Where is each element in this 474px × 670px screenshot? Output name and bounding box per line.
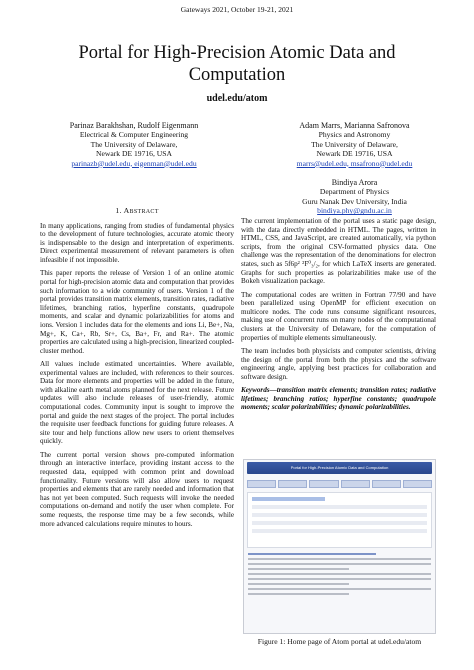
author-names: Parinaz Barakhshan, Rudolf Eigenmann (69, 121, 199, 130)
figure-caption: Figure 1: Home page of Atom portal at udel.edu/atom (257, 637, 422, 646)
figure-text-line (248, 593, 349, 595)
body-paragraph: The team includes both physicists and computer scientists, driving the design of the portal from both the physics and the software engineering angle, applying best practices for collaboration and software design. (241, 346, 436, 381)
author-email[interactable]: bindiya.phy@gndu.ac.in (317, 206, 392, 216)
author-block-right (262, 121, 447, 168)
paper-title: Portal for High-Precision Atomic Data and Computation (78, 43, 396, 85)
figure-banner (247, 462, 432, 474)
figure-text-line (248, 563, 431, 565)
figure-text-block (248, 553, 431, 595)
figure-text-line (248, 553, 376, 555)
figure-nav-tab (403, 480, 432, 488)
author-dept: Department of Physics (319, 187, 390, 197)
figure-nav-tab (372, 480, 401, 488)
author-email[interactable]: parinazb@udel.edu, eigenman@udel.edu (71, 158, 197, 168)
figure-panel-row (252, 513, 427, 517)
author-name: Bindiya Arora (331, 178, 378, 187)
figure-text-line (248, 583, 349, 585)
abstract-paragraph: In many applications, ranging from studies of fundamental physics to the development of future technologies, accurate atomic theory is indispensable to the design and interpretation of experiments. Direct experimental measurement of relevant parameters is often infeasible if not impossible. (40, 221, 234, 264)
figure-panel-row (252, 505, 427, 509)
figure-panel-row (252, 529, 427, 533)
figure-nav-tab (309, 480, 338, 488)
author-email[interactable]: marrs@udel.edu, msafrono@udel.edu (296, 158, 413, 168)
author-city: Newark DE 19716, USA (316, 149, 393, 159)
author-inst: The University of Delaware, (90, 139, 178, 149)
author-inst: The University of Delaware, (311, 139, 398, 149)
author-block-third (262, 178, 447, 216)
figure-nav-tab (247, 480, 276, 488)
figure-text-line (248, 588, 431, 590)
right-column (241, 217, 436, 417)
figure-text-line (248, 568, 349, 570)
figure-text-line (248, 573, 431, 575)
figure-nav (247, 480, 432, 488)
figure-banner-title: Portal for High-Precision Atomic Data and Computation (290, 465, 389, 470)
figure-panel-row (252, 497, 325, 501)
figure-nav-tab (278, 480, 307, 488)
abstract-paragraph: All values include estimated uncertainties. Where available, experimental values are included, with references to their sources. Data for more elements and properties will be added in the future, with alkaline earth metal atoms planned for the next release. Future updates will also include releases of user-friendly, atomic computational codes. Community input is sought to improve the portal and guide the next stages of the project. The portal includes the requisite user feedback functions for guiding future releases. A site tour and help functions allow new users to orient themselves quickly. (40, 360, 234, 446)
author-city: Newark DE 19716, USA (96, 149, 172, 159)
abstract-paragraph: This paper reports the release of Version 1 of an online atomic portal for high-precision atomic data and computation that provides such information to a wide community of users. Version 1 of the portal provides transition matrix elements, transition rates, radiative lifetimes, branching ratios, hyperfine constants, quadrupole moments, and scalar and dynamic polarizabilities for atoms and ions. Version 1 includes data for the elements and ions Li, Be+, Na, Mg+, K, Ca+, Rb, Sr+, Cs, Ba+, Fr, and Ra+. The atomic properties are calculated using a high-precision, linearized coupled-cluster method. (40, 269, 234, 355)
author-block-left (44, 121, 224, 168)
body-paragraph: The current implementation of the portal uses a static page design, with the data directly embedded in HTML. The pages, written in HTML, CSS, and JavaScript, are created automatically, via python scripts, from the original CSV-formatted physics data. One challenge was the representation of the denominations for electron states, such as 5f6p² ²F⁰₃/₂, for which LaTeX inserts are generated. Graphs for such properties as polarizabilities make use of the Bokeh visualization package. (241, 217, 436, 286)
abstract-paragraph: The current portal version shows pre-computed information through an interactive interface, providing instant access to the requested data, equipped with common print and download functionality. Future versions will also allow users to request properties and elements that are rarely needed and information that has not yet been computed. Such requests will invoke the needed computations on-demand and notify the user when complete. For some requests, the response time may be a few seconds, while more advanced calculations require minutes to hours. (40, 450, 234, 528)
figure-text-line (248, 578, 431, 580)
abstract-heading-number: 1. (115, 206, 122, 215)
author-inst: Guru Nanak Dev University, India (302, 196, 407, 206)
conference-header: Gateways 2021, October 19-21, 2021 (180, 5, 294, 14)
author-names: Adam Marrs, Marianna Safronova (299, 121, 410, 130)
paper-url[interactable]: udel.edu/atom (206, 93, 268, 104)
author-dept: Physics and Astronomy (318, 130, 391, 140)
body-paragraph: The computational codes are written in Fortran 77/90 and have been parallelized using OpenMP for efficient execution on multicore nodes. The code runs consume significant resources, making use of concurrent runs on many nodes of the computational clusters at the University of Delaware, for the computation of properties of multiple elements simultaneously. (241, 290, 436, 342)
figure-panel-row (252, 521, 427, 525)
abstract-heading-first: A (123, 206, 130, 215)
figure-text-line (248, 558, 431, 560)
keywords: Keywords—transition matrix elements; transition rates; radiative lifetimes; branching ratios; hyperfine constants; quadrupole moments; scalar polarizabilities; dynamic polarizabilities. (241, 386, 436, 412)
figure-screenshot (243, 459, 436, 634)
left-column (40, 207, 234, 533)
figure-periodic-panel (247, 492, 432, 548)
abstract-heading-rest: BSTRACT (129, 209, 159, 215)
figure-nav-tab (341, 480, 370, 488)
abstract-heading (40, 207, 234, 217)
author-dept: Electrical & Computer Engineering (79, 130, 189, 140)
